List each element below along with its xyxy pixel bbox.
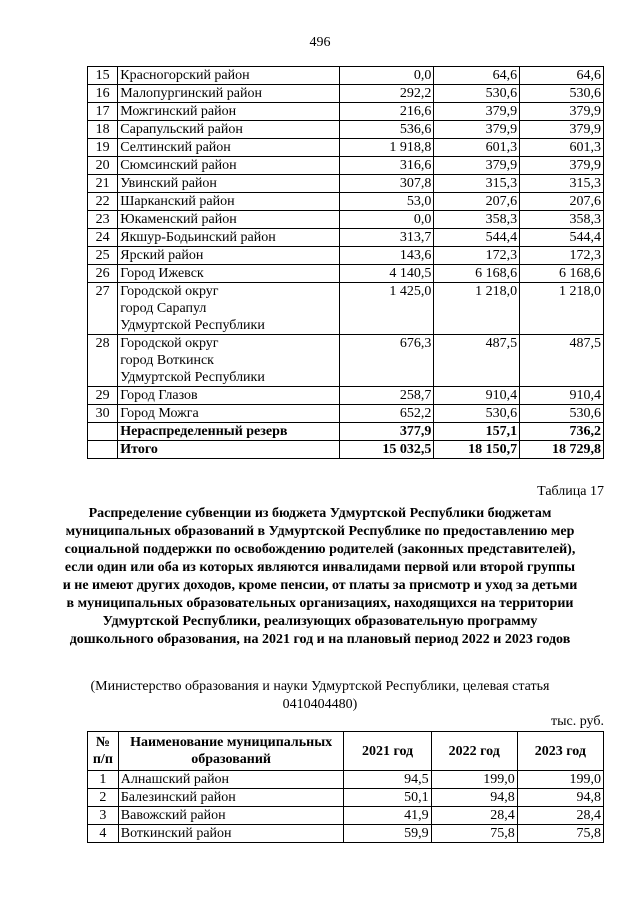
value-2021: 316,6 — [340, 157, 434, 175]
value-2021: 143,6 — [340, 247, 434, 265]
table-row — [88, 103, 604, 121]
value-2022: 64,6 — [434, 67, 520, 85]
value-2022: 358,3 — [434, 211, 520, 229]
value-2022: 379,9 — [434, 103, 520, 121]
table-label: Таблица 17 — [537, 484, 604, 499]
value-2021: 377,9 — [340, 423, 434, 441]
table-row — [88, 175, 604, 193]
table-header-row — [88, 732, 604, 771]
value-2022: 315,3 — [434, 175, 520, 193]
row-number: 3 — [88, 807, 119, 825]
value-2023: 544,4 — [520, 229, 604, 247]
table-row — [88, 265, 604, 283]
row-number — [88, 441, 118, 459]
value-2023: 18 729,8 — [520, 441, 604, 459]
value-2021: 41,9 — [344, 807, 431, 825]
value-2023: 315,3 — [520, 175, 604, 193]
row-number: 26 — [88, 265, 118, 283]
table-row — [88, 85, 604, 103]
table-row — [88, 193, 604, 211]
municipality-name: Юкаменский район — [118, 211, 340, 229]
value-2022: 28,4 — [431, 807, 517, 825]
value-2023: 530,6 — [520, 405, 604, 423]
value-2023: 172,3 — [520, 247, 604, 265]
value-2021: 53,0 — [340, 193, 434, 211]
row-number: 4 — [88, 825, 119, 843]
table-row — [88, 121, 604, 139]
value-2022: 379,9 — [434, 157, 520, 175]
table-row — [88, 423, 604, 441]
row-number: 29 — [88, 387, 118, 405]
row-number: 1 — [88, 771, 119, 789]
municipality-name: Городской округ город Сарапул Удмуртской Республики — [118, 283, 340, 335]
value-2021: 4 140,5 — [340, 265, 434, 283]
value-2023: 530,6 — [520, 85, 604, 103]
value-2022: 207,6 — [434, 193, 520, 211]
value-2022: 1 218,0 — [434, 283, 520, 335]
value-2021: 0,0 — [340, 67, 434, 85]
row-number: 23 — [88, 211, 118, 229]
row-number: 30 — [88, 405, 118, 423]
value-2023: 358,3 — [520, 211, 604, 229]
value-2023: 64,6 — [520, 67, 604, 85]
row-number: 17 — [88, 103, 118, 121]
value-2023: 1 218,0 — [520, 283, 604, 335]
value-2022: 6 168,6 — [434, 265, 520, 283]
row-number: 19 — [88, 139, 118, 157]
value-2023: 379,9 — [520, 103, 604, 121]
value-2023: 207,6 — [520, 193, 604, 211]
municipality-name: Красногорский район — [118, 67, 340, 85]
municipality-name: Шарканский район — [118, 193, 340, 211]
value-2022: 94,8 — [431, 789, 517, 807]
value-2023: 736,2 — [520, 423, 604, 441]
value-2021: 15 032,5 — [340, 441, 434, 459]
municipality-name: Ярский район — [118, 247, 340, 265]
value-2022: 530,6 — [434, 85, 520, 103]
table-row — [88, 139, 604, 157]
value-2023: 910,4 — [520, 387, 604, 405]
row-number — [88, 423, 118, 441]
municipality-name: Воткинский район — [118, 825, 344, 843]
municipality-name: Городской округ город Воткинск Удмуртской Республики — [118, 335, 340, 387]
value-2023: 75,8 — [517, 825, 603, 843]
municipality-name: Алнашский район — [118, 771, 344, 789]
table-row — [88, 807, 604, 825]
municipality-name: Город Глазов — [118, 387, 340, 405]
value-2023: 601,3 — [520, 139, 604, 157]
value-2021: 676,3 — [340, 335, 434, 387]
value-2022: 75,8 — [431, 825, 517, 843]
value-2023: 28,4 — [517, 807, 603, 825]
value-2021: 313,7 — [340, 229, 434, 247]
value-2021: 258,7 — [340, 387, 434, 405]
municipality-name: Якшур-Бодьинский район — [118, 229, 340, 247]
value-2021: 59,9 — [344, 825, 431, 843]
header-2023: 2023 год — [517, 732, 603, 771]
municipality-name: Вавожский район — [118, 807, 344, 825]
value-2021: 1 425,0 — [340, 283, 434, 335]
value-2023: 379,9 — [520, 157, 604, 175]
value-2023: 6 168,6 — [520, 265, 604, 283]
municipality-name: Сарапульский район — [118, 121, 340, 139]
value-2021: 536,6 — [340, 121, 434, 139]
value-2022: 172,3 — [434, 247, 520, 265]
value-2021: 50,1 — [344, 789, 431, 807]
table-subtitle: (Министерство образования и науки Удмуртской Республики, целевая статья 0410404480) — [90, 679, 550, 712]
value-2022: 601,3 — [434, 139, 520, 157]
table-row — [88, 771, 604, 789]
row-number: 27 — [88, 283, 118, 335]
table-row — [88, 67, 604, 85]
value-2022: 18 150,7 — [434, 441, 520, 459]
municipality-name: Балезинский район — [118, 789, 344, 807]
row-number: 24 — [88, 229, 118, 247]
value-2022: 379,9 — [434, 121, 520, 139]
table-row — [88, 405, 604, 423]
header-2021: 2021 год — [344, 732, 431, 771]
table-row — [88, 211, 604, 229]
row-number: 18 — [88, 121, 118, 139]
subsidy-table-17 — [87, 731, 604, 843]
table-row — [88, 157, 604, 175]
page-number: 496 — [309, 35, 331, 50]
row-number: 21 — [88, 175, 118, 193]
value-2021: 94,5 — [344, 771, 431, 789]
row-number: 28 — [88, 335, 118, 387]
row-number: 22 — [88, 193, 118, 211]
value-2021: 652,2 — [340, 405, 434, 423]
header-number: № п/п — [88, 732, 119, 771]
table-row — [88, 441, 604, 459]
table-row — [88, 387, 604, 405]
value-2022: 530,6 — [434, 405, 520, 423]
value-2022: 544,4 — [434, 229, 520, 247]
header-name: Наименование муниципальных образований — [118, 732, 344, 771]
value-2022: 910,4 — [434, 387, 520, 405]
table-title: Распределение субвенции из бюджета Удмуртской Республики бюджетам муниципальных образований в Удмуртской Республике по предоставлению мер социальной поддержки по освобождению родителей (законных представителей), если один или оба из которых являются инвалидами первой или второй группы и не имеют других доходов, кроме пенсии, от платы за присмотр и уход за детьми в муниципальных образовательных организациях, находящихся на территории Удмуртской Республики, реализующих образовательную программу дошкольного образования, на 2021 год и на плановый период 2022 и 2023 годов — [62, 506, 578, 647]
row-number: 20 — [88, 157, 118, 175]
municipality-name: Итого — [118, 441, 340, 459]
value-2022: 199,0 — [431, 771, 517, 789]
municipality-name: Увинский район — [118, 175, 340, 193]
value-2021: 216,6 — [340, 103, 434, 121]
row-number: 16 — [88, 85, 118, 103]
municipality-name: Город Можга — [118, 405, 340, 423]
table-row — [88, 335, 604, 387]
units-label: тыс. руб. — [551, 714, 604, 729]
value-2023: 379,9 — [520, 121, 604, 139]
table-row — [88, 247, 604, 265]
value-2021: 307,8 — [340, 175, 434, 193]
row-number: 2 — [88, 789, 119, 807]
value-2021: 292,2 — [340, 85, 434, 103]
municipality-name: Селтинский район — [118, 139, 340, 157]
municipality-name: Нераспределенный резерв — [118, 423, 340, 441]
value-2023: 94,8 — [517, 789, 603, 807]
value-2023: 199,0 — [517, 771, 603, 789]
table-row — [88, 825, 604, 843]
value-2022: 487,5 — [434, 335, 520, 387]
subsidy-table-continued — [87, 66, 604, 459]
municipality-name: Малопургинский район — [118, 85, 340, 103]
table-row — [88, 283, 604, 335]
header-2022: 2022 год — [431, 732, 517, 771]
municipality-name: Город Ижевск — [118, 265, 340, 283]
value-2023: 487,5 — [520, 335, 604, 387]
row-number: 15 — [88, 67, 118, 85]
value-2021: 1 918,8 — [340, 139, 434, 157]
municipality-name: Можгинский район — [118, 103, 340, 121]
row-number: 25 — [88, 247, 118, 265]
value-2022: 157,1 — [434, 423, 520, 441]
value-2021: 0,0 — [340, 211, 434, 229]
table-row — [88, 229, 604, 247]
municipality-name: Сюмсинский район — [118, 157, 340, 175]
table-row — [88, 789, 604, 807]
